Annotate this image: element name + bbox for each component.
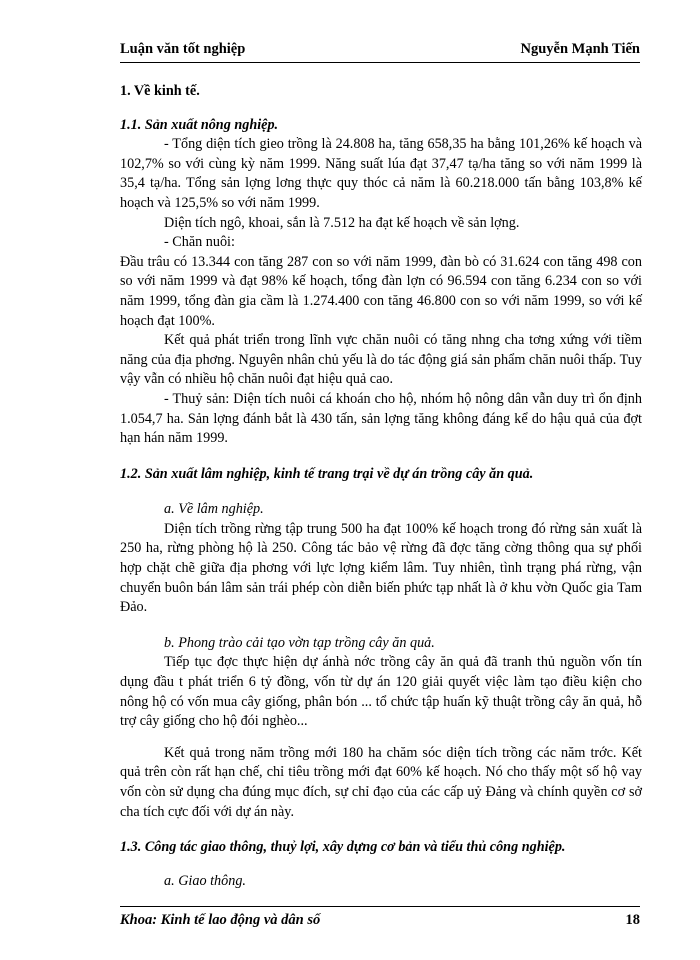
paragraph: Diện tích ngô, khoai, sắn là 7.512 ha đạt kế hoạch về sản lợng.: [164, 214, 520, 231]
sub-item-heading-b: b. Phong trào cải tạo vờn tạp trồng cây ăn quả.: [164, 634, 435, 651]
header-author: Nguyễn Mạnh Tiến: [520, 41, 640, 57]
sub-item-heading-a: a. Giao thông.: [164, 872, 246, 889]
paragraph: - Chăn nuôi:: [164, 234, 235, 251]
footer-faculty: Khoa: Kinh tế lao động và dân số: [120, 912, 321, 928]
paragraph: - Thuỷ sản: Diện tích nuôi cá khoán cho hộ, nhóm hộ nông dân vẫn duy trì ổn định 1.054,7 ha. Sản lợng đánh bắt là 430 tấn, sản lợng tăng không đáng kể do hậu quả của đợt hạn hán năm 1999.: [120, 390, 642, 447]
page-footer: [120, 906, 640, 931]
page-body: [120, 82, 642, 891]
paragraph: Kết quả phát triển trong lĩnh vực chăn nuôi có tăng nhng cha tơng xứng với tiềm năng của địa phơng. Nguyên nhân chủ yếu là do tác động giá sản phẩm chăn nuôi thấp. Tuy vậy vẫn có nhiều hộ chăn nuôi đạt hiệu quả cao.: [120, 332, 642, 388]
sub-item-heading-a: a. Về lâm nghiệp.: [164, 501, 264, 518]
subsection-heading-1-3: 1.3. Công tác giao thông, thuỷ lợi, xây dựng cơ bản và tiểu thủ công nghiệp.: [120, 839, 566, 856]
paragraph: Tiếp tục đợc thực hiện dự ánhà nớc trồng cây ăn quả đã tranh thủ nguồn vốn tín dụng đầu t phát triển 6 tỷ đồng, vốn từ dự án 120 giải quyết việc làm tạo điều kiện cho nông hộ có vốn mua cây giống, phân bón ... tổ chức tập huấn kỹ thuật trồng cây ăn quả, hỗ trợ cây giống cho hộ đói nghèo...: [120, 654, 642, 730]
paragraph: Đầu trâu có 13.344 con tăng 287 con so với năm 1999, đàn bò có 31.624 con tăng 498 con so với năm 1999 và đạt 98% kế hoạch, tổng đàn lợn có 96.594 con tăng 6.234 con so với năm 1999, tổng đàn gia cầm là 1.274.400 con tăng 46.800 con so với năm 1999, so với kế hoạch đạt 100%.: [120, 253, 642, 329]
paragraph: - Tổng diện tích gieo trồng là 24.808 ha, tăng 658,35 ha bằng 101,26% kế hoạch và 102,7% so với cùng kỳ năm 1999. Năng suất lúa đạt 37,47 tạ/ha tăng so với năm 1999 là 35,4 tạ/ha. Tổng sản lợng lơng thực quy thóc cả năm là 60.218.000 tấn bằng 103,8% kế hoạch và 125,5% so với năm 1999.: [120, 136, 642, 211]
subsection-heading-1-1: 1.1. Sản xuất nông nghiệp.: [120, 116, 279, 133]
section-heading: 1. Về kinh tế.: [120, 83, 200, 99]
page-header: [120, 38, 640, 63]
paragraph: Kết quả trong năm trồng mới 180 ha chăm sóc diện tích trồng các năm trớc. Kết quả trên còn rất hạn chế, chỉ tiêu trồng mới đạt 60% kế hoạch. Nó cho thấy một số hộ vay vốn còn sử dụng cha đúng mục đích, sự chỉ đạo của các cấp uỷ Đảng và chính quyền cơ sở cha tích cực đối với dự án này.: [120, 744, 642, 820]
subsection-heading-1-2: 1.2. Sản xuất lâm nghiệp, kinh tế trang trại về dự án trồng cây ăn quả.: [120, 465, 534, 482]
page-number: 18: [625, 912, 640, 928]
header-thesis-title: Luận văn tốt nghiệp: [120, 41, 246, 57]
paragraph: Diện tích trồng rừng tập trung 500 ha đạt 100% kế hoạch trong đó rừng sản xuất là 250 ha, rừng phòng hộ là 250. Công tác bảo vệ rừng đã đợc tăng cờng thông qua sự phối hợp chặt chẽ giữa địa phơng với lực lợng kiểm lâm. Tuy nhiên, tình trạng phá rừng, vận chuyển buôn bán lâm sản trái phép còn diễn biến phức tạp nhất là ở khu vờn Quốc gia Tam Đảo.: [120, 520, 642, 616]
